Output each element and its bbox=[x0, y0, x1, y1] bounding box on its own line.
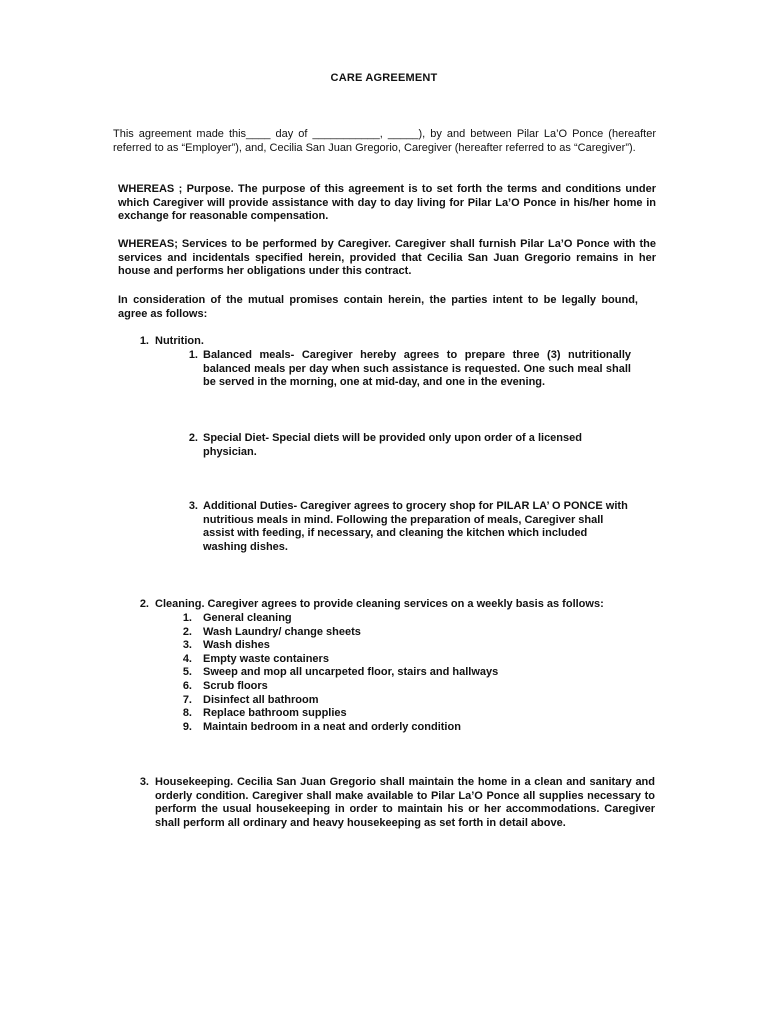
list-item-text: Wash dishes bbox=[203, 639, 270, 652]
list-item-number: 4. bbox=[182, 652, 192, 665]
list-item-number: 1. bbox=[182, 612, 192, 624]
list-item-text: Special Diet- Special diets will be provided only upon order of a licensed physician. bbox=[203, 432, 582, 458]
list-item-number: 7. bbox=[182, 693, 192, 706]
list-item-number: 8. bbox=[182, 707, 192, 720]
list-item-number: 1. bbox=[188, 349, 198, 361]
whereas-purpose-paragraph: WHEREAS ; Purpose. The purpose of this agreement is to set forth the terms and conditions under which Caregiver will provide assistance with day to day living for Pilar La’O Ponce in his/her home in exchange for reasonable compensation. bbox=[118, 183, 656, 223]
list-item-text: Empty waste containers bbox=[203, 652, 329, 665]
list-item-text: Balanced meals- Caregiver hereby agrees to prepare three (3) nutritionally balanced meals per day when such assistance is requested. One such meal shall be served in the morning, one at mid-day, and one in the evening. bbox=[203, 349, 631, 389]
list-item-text: General cleaning bbox=[203, 612, 292, 624]
list-item-text: Wash Laundry/ change sheets bbox=[203, 625, 361, 638]
section-heading: Cleaning. Caregiver agrees to provide cleaning services on a weekly basis as follows: bbox=[155, 598, 604, 610]
list-item-number: 2. bbox=[188, 432, 198, 444]
list-item-text: Replace bathroom supplies bbox=[203, 707, 347, 720]
list-item-text: Disinfect all bathroom bbox=[203, 693, 319, 706]
consideration-paragraph: In consideration of the mutual promises contain herein, the parties intent to be legally bound, agree as follows: bbox=[118, 294, 638, 320]
list-item-text: Additional Duties- Caregiver agrees to grocery shop for PILAR LA’ O PONCE with nutritious meals in mind. Following the preparation of meals, Caregiver shall assist with feeding, if necessary, and cleaning the kitchen which included washing dishes. bbox=[203, 500, 628, 553]
whereas-services-paragraph: WHEREAS; Services to be performed by Caregiver. Caregiver shall furnish Pilar La’O Ponce with the services and incidentals specified herein, provided that Cecilia San Juan Gregorio remains in her house and performs her obligations under this contract. bbox=[118, 238, 656, 278]
list-item-number: 9. bbox=[182, 720, 192, 733]
section-number: 2. bbox=[139, 598, 149, 610]
list-item-text: Sweep and mop all uncarpeted floor, stairs and hallways bbox=[203, 666, 499, 679]
intro-paragraph: This agreement made this____ day of ___________, _____), by and between Pilar La’O Ponce (hereafter referred to as “Employer”), and, Cecilia San Juan Gregorio, Caregiver (hereafter referred to as “Caregiver”). bbox=[113, 128, 656, 154]
list-item-number: 3. bbox=[188, 500, 198, 512]
document-title: CARE AGREEMENT bbox=[330, 72, 438, 84]
list-item-number: 5. bbox=[182, 666, 192, 679]
list-item-number: 6. bbox=[182, 679, 192, 692]
list-item-text: Scrub floors bbox=[203, 679, 268, 692]
section-heading: Nutrition. bbox=[155, 335, 204, 347]
list-item-number: 3. bbox=[182, 639, 192, 652]
section-number: 3. bbox=[139, 776, 149, 788]
section-number: 1. bbox=[139, 335, 149, 347]
list-item-number: 2. bbox=[182, 625, 192, 638]
list-item-text: Maintain bedroom in a neat and orderly condition bbox=[203, 720, 461, 733]
section-heading: Housekeeping. Cecilia San Juan Gregorio shall maintain the home in a clean and sanitary and orderly condition. Caregiver shall make available to Pilar La’O Ponce all supplies necessary to perform the usual housekeeping in order to maintain his or her accommodations. Caregiver shall perform all ordinary and heavy housekeeping as set forth in detail above. bbox=[155, 776, 655, 829]
